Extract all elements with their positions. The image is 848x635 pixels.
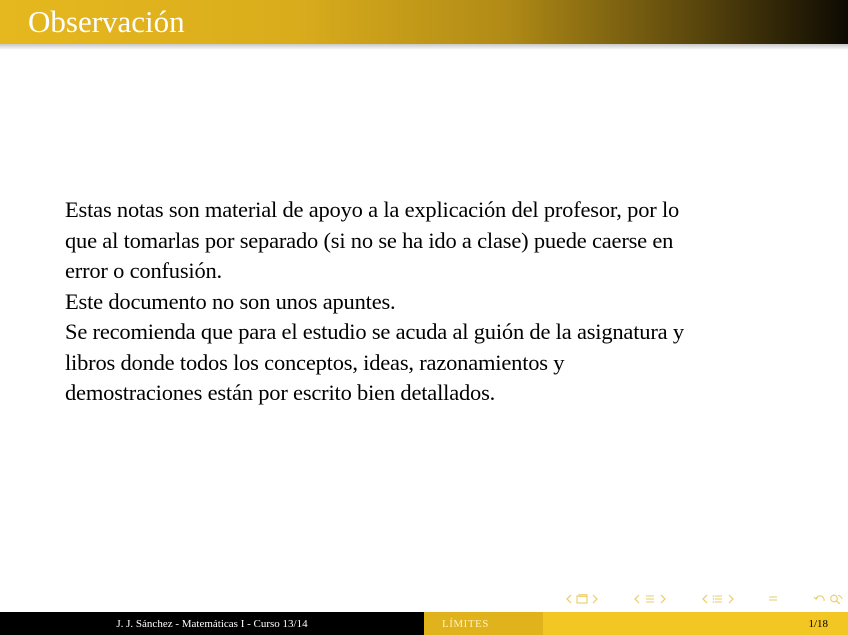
nav-toc-icon[interactable] (768, 593, 778, 605)
frame-navigation (565, 593, 599, 605)
nav-next-subsection-icon[interactable] (727, 593, 735, 605)
body-line: Se recomienda que para el estudio se acuda al guión de la asignatura y (65, 319, 684, 344)
subsection-navigation (701, 593, 735, 605)
section-navigation (633, 593, 667, 605)
nav-first-frame-icon[interactable] (565, 593, 573, 605)
body-line: Este documento no son unos apuntes. (65, 288, 396, 314)
frame-title-bar (0, 0, 848, 44)
navigation-symbols (565, 592, 843, 606)
toc-navigation (768, 593, 778, 605)
footer-section: LÍMITES (424, 612, 543, 635)
footer-author: J. J. Sánchez - Matemáticas I - Curso 13/14 (0, 612, 424, 635)
body-line: error o confusión. (65, 258, 222, 283)
slide-title: Observación (28, 4, 185, 39)
body-line: libros donde todos los conceptos, ideas, razonamientos y (65, 349, 565, 375)
nav-search-icon[interactable] (829, 593, 843, 605)
body-line: Estas notas son material de apoyo a la explicación del profesor, por lo (65, 197, 680, 222)
footer-page-number: 1/18 (543, 612, 848, 635)
nav-next-frame-icon[interactable] (591, 593, 599, 605)
footline (0, 612, 848, 635)
body-line: que al tomarlas por separado (si no se ha ido a clase) puede caerse en (65, 227, 674, 253)
search-navigation (812, 593, 843, 605)
nav-section-icon (644, 593, 656, 605)
nav-previous-section-icon[interactable] (633, 593, 641, 605)
body-line: demostraciones están por escrito bien detallados. (65, 380, 496, 405)
nav-previous-subsection-icon[interactable] (701, 593, 709, 605)
nav-frame-icon (576, 593, 588, 605)
slide-body (65, 195, 805, 409)
nav-back-icon[interactable] (812, 593, 826, 605)
nav-subsection-icon (712, 593, 724, 605)
nav-next-section-icon[interactable] (659, 593, 667, 605)
title-bar-shadow (0, 44, 848, 50)
